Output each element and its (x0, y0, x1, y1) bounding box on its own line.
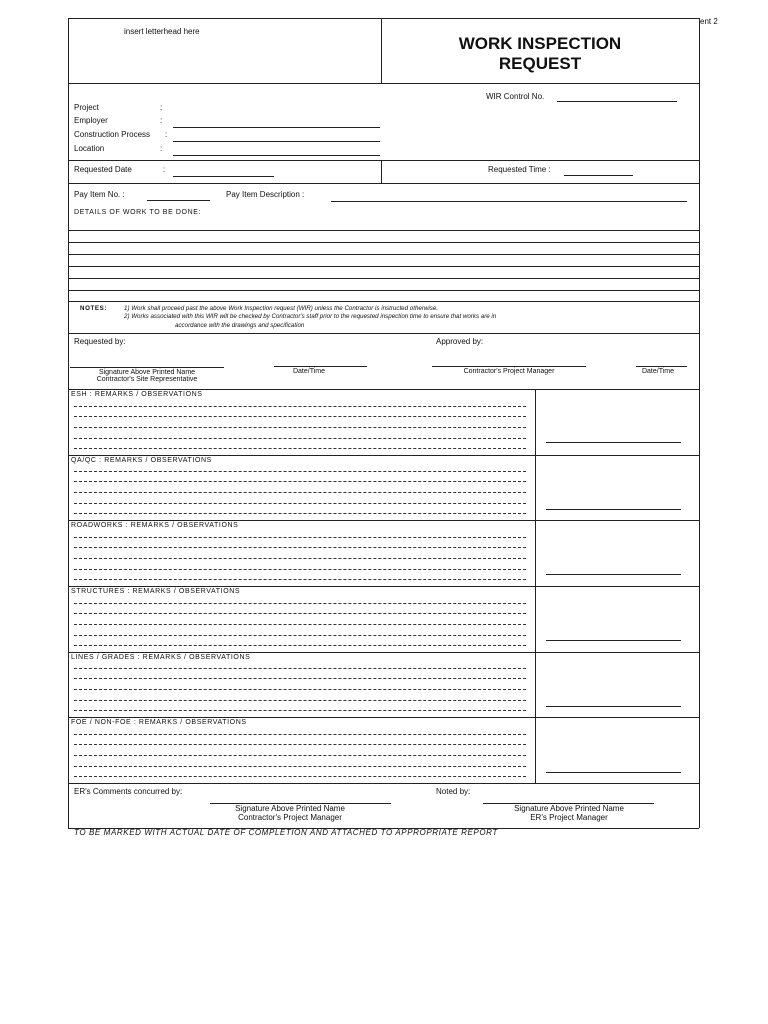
employer-label: Employer (74, 116, 108, 125)
requested-datetime-label: Date/Time (292, 368, 326, 375)
requested-time-field[interactable] (564, 175, 633, 176)
wir-control-field[interactable] (557, 101, 677, 102)
requested-date-label: Requested Date (74, 165, 132, 174)
pay-item-desc-field[interactable] (331, 201, 687, 202)
title-line-2: REQUEST (498, 54, 582, 73)
location-field[interactable] (173, 155, 380, 156)
er-project-manager: ER's Project Manager (530, 813, 608, 822)
requested-datetime-line[interactable] (274, 366, 367, 367)
section-title: FOE / NON-FOE : REMARKS / OBSERVATIONS (71, 719, 247, 726)
notes-label: NOTES: (80, 305, 107, 312)
footer-note: TO BE MARKED WITH ACTUAL DATE OF COMPLETION AND ATTACHED TO APPROPRIATE REPORT (74, 828, 498, 837)
section-title: QA/QC : REMARKS / OBSERVATIONS (71, 457, 212, 464)
section-signature-line[interactable] (546, 442, 681, 443)
requested-date-colon: : (163, 165, 166, 174)
noted-by-label: Noted by: (436, 787, 471, 796)
project-label: Project (74, 103, 99, 112)
wir-control-label: WIR Control No. (486, 92, 545, 101)
employer-field[interactable] (173, 127, 380, 128)
location-colon: : (160, 144, 163, 153)
section-signature-line[interactable] (546, 772, 681, 773)
employer-colon: : (160, 116, 163, 125)
approved-datetime-line[interactable] (636, 366, 687, 367)
approved-datetime-label: Date/Time (641, 368, 675, 375)
location-label: Location (74, 144, 105, 153)
bottom-contractor-pm: Contractor's Project Manager (238, 813, 342, 822)
requested-by-label: Requested by: (74, 337, 126, 346)
section-title: ROADWORKS : REMARKS / OBSERVATIONS (71, 522, 239, 529)
contractor-site-rep: Contractor's Site Representative (96, 376, 198, 383)
requested-sig-printed-name: Signature Above Printed Name (98, 369, 196, 376)
form-title (382, 34, 698, 74)
construction-process-field[interactable] (173, 141, 380, 142)
section-signature-line[interactable] (546, 706, 681, 707)
pay-item-no-field[interactable] (147, 200, 210, 201)
er-comments-label: ER's Comments concurred by: (74, 787, 183, 796)
pay-item-no-label: Pay Item No. : (74, 190, 125, 199)
requested-time-label: Requested Time : (488, 165, 551, 174)
section-signature-line[interactable] (546, 640, 681, 641)
title-line-1: WORK INSPECTION (458, 34, 622, 53)
bottom-right-sig-printed-name: Signature Above Printed Name (514, 804, 624, 813)
approved-signature-line[interactable] (432, 366, 586, 367)
attachment-label: ent 2 (700, 17, 718, 26)
details-label: DETAILS OF WORK TO BE DONE: (74, 209, 202, 216)
construction-process-label: Construction Process (74, 130, 151, 139)
bottom-left-sig-printed-name: Signature Above Printed Name (235, 804, 345, 813)
construction-process-colon: : (165, 130, 168, 139)
section-signature-line[interactable] (546, 509, 681, 510)
note-2: 2) Works associated with this WIR will be checked by Contractor's staff prior to the requested inspection time to ensure that works are in (124, 313, 497, 320)
section-title: STRUCTURES : REMARKS / OBSERVATIONS (71, 588, 241, 595)
requested-signature-line[interactable] (70, 367, 224, 368)
section-title: ESH : REMARKS / OBSERVATIONS (71, 391, 203, 398)
note-2-continued: accordance with the drawings and specification (175, 322, 305, 329)
requested-date-field[interactable] (173, 176, 274, 177)
contractor-pm-label: Contractor's Project Manager (463, 368, 555, 375)
pay-item-desc-label: Pay Item Description : (226, 190, 305, 199)
section-title: LINES / GRADES : REMARKS / OBSERVATIONS (71, 654, 251, 661)
note-1: 1) Work shall proceed past the above Work Inspection request (WIR) unless the Contractor is instructed otherwise. (124, 305, 438, 312)
approved-by-label: Approved by: (436, 337, 484, 346)
section-signature-line[interactable] (546, 574, 681, 575)
letterhead-placeholder: insert letterhead here (124, 27, 200, 36)
project-colon: : (160, 103, 163, 112)
